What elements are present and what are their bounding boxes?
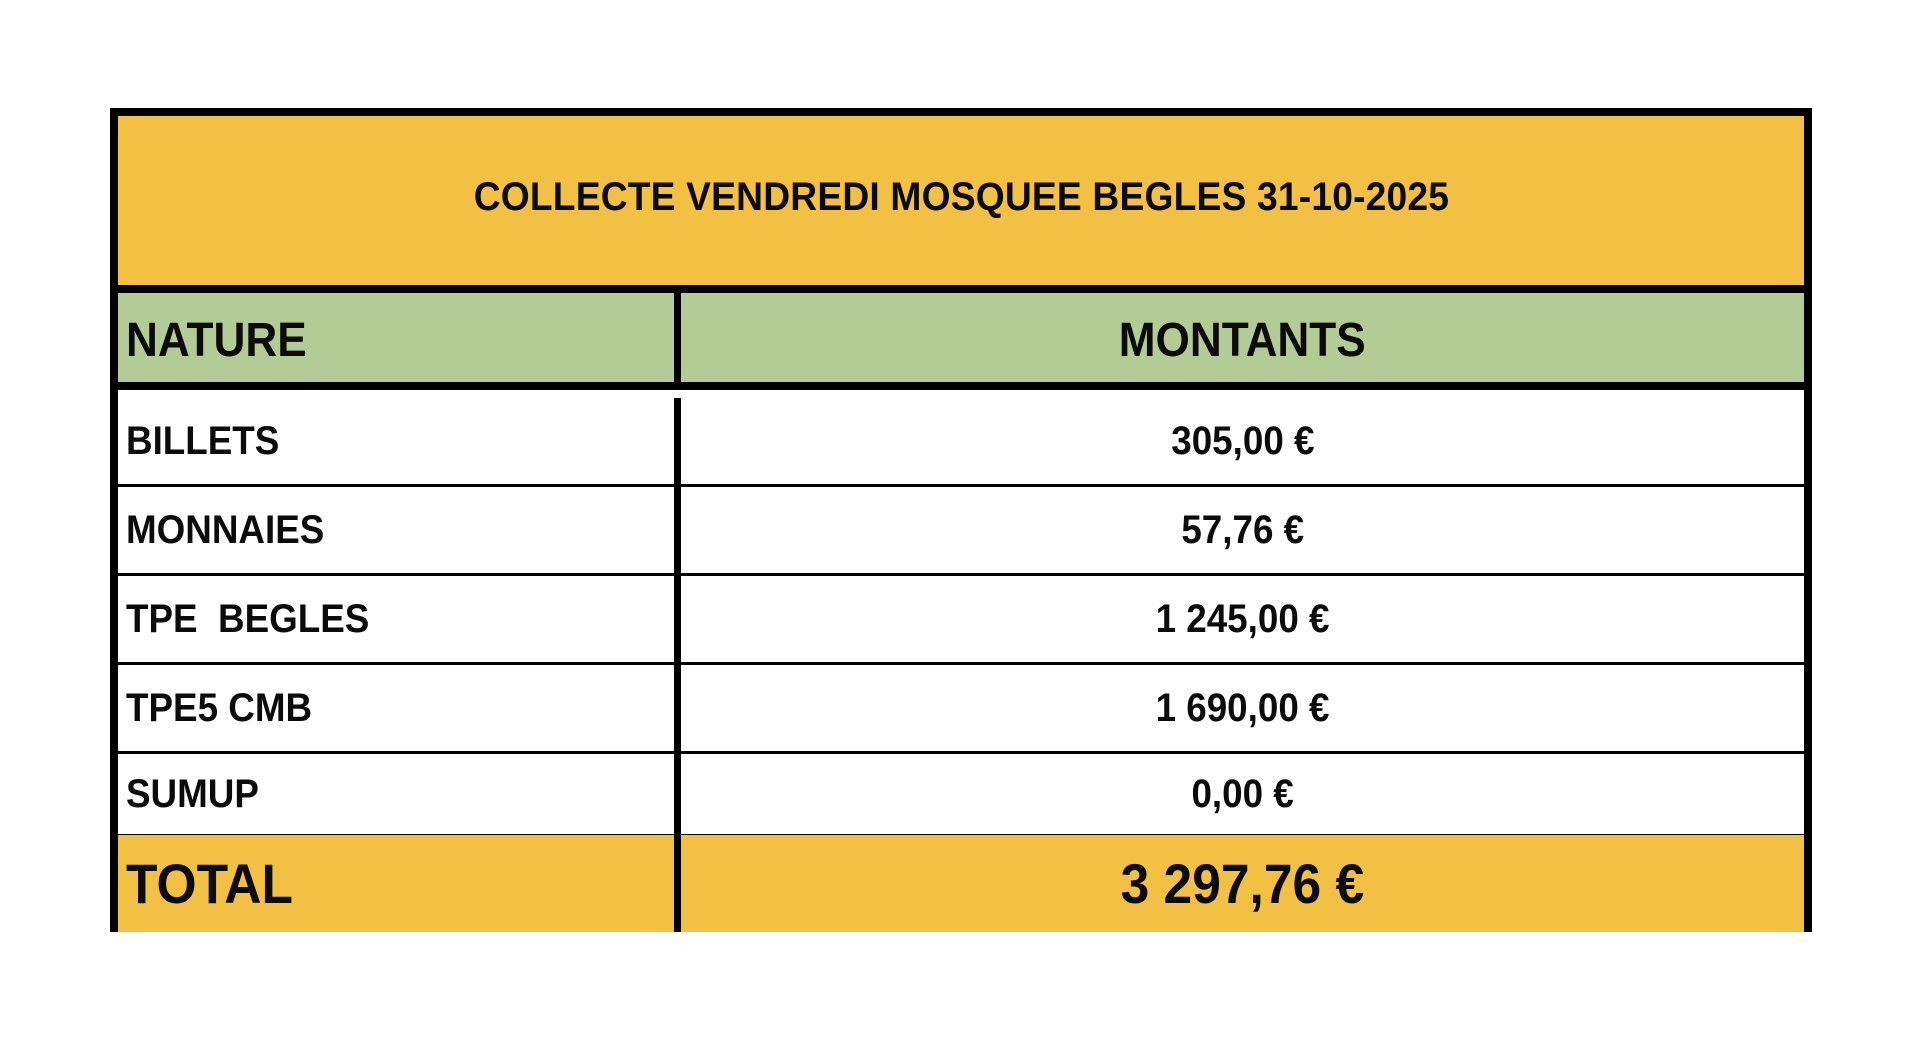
table-title: COLLECTE VENDREDI MOSQUEE BEGLES 31-10-2025 bbox=[473, 175, 1449, 219]
header-montants-label: MONTANTS bbox=[1119, 314, 1366, 367]
collection-table bbox=[110, 108, 1812, 932]
header-nature bbox=[118, 293, 681, 382]
table-row-monnaies bbox=[118, 487, 1804, 576]
total-row bbox=[118, 835, 1804, 932]
montant-value: 57,76 € bbox=[1181, 507, 1304, 552]
montant-value: 305,00 € bbox=[1170, 418, 1315, 463]
montant-value: 1 690,00 € bbox=[1155, 685, 1330, 730]
montant-cell bbox=[681, 665, 1804, 751]
table-row-tpe-begles bbox=[118, 576, 1804, 665]
table-row-sumup bbox=[118, 754, 1804, 843]
total-value-cell bbox=[681, 835, 1804, 932]
montant-value: 0,00 € bbox=[1191, 771, 1294, 816]
montant-cell bbox=[681, 576, 1804, 662]
montant-cell bbox=[681, 487, 1804, 573]
table-row-billets bbox=[118, 398, 1804, 487]
nature-label: BILLETS bbox=[126, 418, 280, 463]
title-row bbox=[118, 116, 1804, 293]
nature-cell bbox=[118, 487, 681, 573]
montant-cell bbox=[681, 398, 1804, 484]
nature-cell bbox=[118, 665, 681, 751]
nature-cell bbox=[118, 398, 681, 484]
header-nature-label: NATURE bbox=[126, 314, 307, 367]
total-value: 3 297,76 € bbox=[1120, 852, 1365, 915]
total-label-cell bbox=[118, 835, 681, 932]
header-montants bbox=[681, 293, 1804, 382]
total-label: TOTAL bbox=[126, 852, 293, 915]
nature-label: MONNAIES bbox=[126, 507, 325, 552]
nature-label: TPE BEGLES bbox=[126, 596, 370, 641]
montant-cell bbox=[681, 754, 1804, 834]
nature-cell bbox=[118, 754, 681, 834]
nature-cell bbox=[118, 576, 681, 662]
nature-label: TPE5 CMB bbox=[126, 685, 313, 730]
nature-label: SUMUP bbox=[126, 771, 259, 816]
table-row-tpe5-cmb bbox=[118, 665, 1804, 754]
header-row bbox=[118, 293, 1804, 390]
montant-value: 1 245,00 € bbox=[1155, 596, 1330, 641]
